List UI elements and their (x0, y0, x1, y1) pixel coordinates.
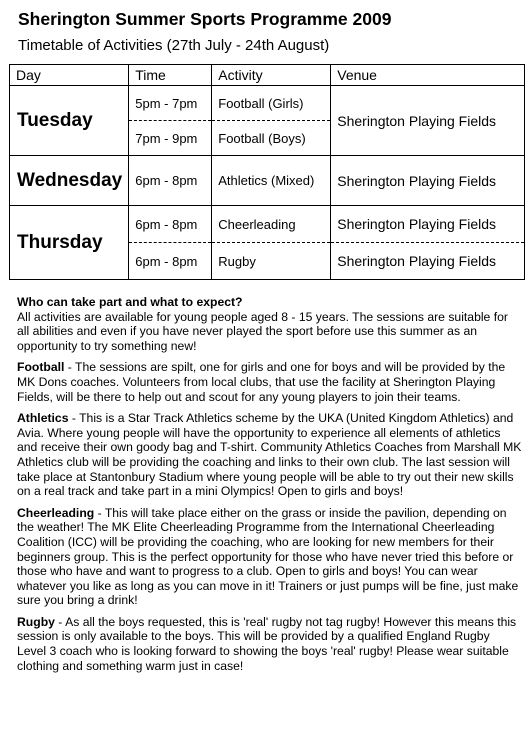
section-heading: Cheerleading (17, 505, 95, 520)
activity-cell: Cheerleading (212, 206, 331, 243)
activity-cell: Athletics (Mixed) (212, 156, 331, 206)
table-row-wednesday (10, 156, 525, 206)
section-heading: Athletics (17, 411, 69, 426)
section-text: All activities are available for young people aged 8 - 15 years. The sessions are suitable for all abilities and even if you have never played the sport before use this summer as an opportunity to try something new! (17, 309, 508, 353)
venue-cell: Sherington Playing Fields (331, 206, 525, 243)
time-cell: 6pm - 8pm (129, 206, 212, 243)
header-time: Time (129, 65, 212, 86)
header-venue: Venue (331, 65, 525, 86)
section-heading: Football (17, 360, 65, 375)
activity-cell: Football (Boys) (212, 121, 331, 156)
day-thursday: Thursday (10, 206, 129, 280)
document-title: Sherington Summer Sports Programme 2009 (18, 9, 392, 29)
header-activity: Activity (212, 65, 331, 86)
section-cheerleading (17, 506, 522, 608)
document-subtitle: Timetable of Activities (27th July - 24th August) (18, 37, 330, 54)
time-cell: 7pm - 9pm (129, 121, 212, 156)
header-day: Day (10, 65, 129, 86)
table-row-thursday-1 (10, 206, 525, 243)
section-heading: Rugby (17, 614, 55, 629)
venue-cell: Sherington Playing Fields (331, 86, 525, 156)
description-body (17, 295, 522, 680)
section-football (17, 360, 522, 404)
section-athletics (17, 411, 522, 499)
venue-cell: Sherington Playing Fields (331, 243, 525, 280)
section-text: - This is a Star Track Athletics scheme by the UKA (United Kingdom Athletics) and Avia. Where young people will have the opportunity to experience all elements of athletics and receive their own goody bag and T-shirt. Community Athletics Coaches from Marshall MK Athletics club will be providing the coaching and links to their own club. The last session will take place at Stantonbury Stadium where young people will be able to try out their new skills on a real track and take part in a mini Olympics! Open to girls and boys! (17, 411, 522, 499)
day-tuesday: Tuesday (10, 86, 129, 156)
venue-cell: Sherington Playing Fields (331, 156, 525, 206)
day-wednesday: Wednesday (10, 156, 129, 206)
section-rugby (17, 615, 522, 673)
time-cell: 6pm - 8pm (129, 243, 212, 280)
activity-cell: Rugby (212, 243, 331, 280)
time-cell: 6pm - 8pm (129, 156, 212, 206)
section-intro (17, 295, 522, 353)
activity-cell: Football (Girls) (212, 86, 331, 121)
timetable-header-row (10, 65, 525, 86)
section-text: - The sessions are spilt, one for girls and one for boys and will be provided by the MK Dons coaches. Volunteers from local clubs, that use the facility at Sherington Playing Fields, will be there to help out and scout for any young players to join their teams. (17, 360, 506, 404)
timetable (9, 64, 525, 280)
section-heading: Who can take part and what to expect? (17, 295, 243, 309)
table-row-tuesday-1 (10, 86, 525, 121)
time-cell: 5pm - 7pm (129, 86, 212, 121)
section-text: - This will take place either on the grass or inside the pavilion, depending on the weather! The MK Elite Cheerleading Programme from the International Cheerleading Coalition (ICC) will be providing the coaching, who are looking for new members for their beginners group. This is the perfect opportunity for those who have never tried this before or those who have and want to progress to a club. Open to girls and boys! You can wear whatever you like as long as you can move in it! Trainers or just pumps will be fine, just make sure you bring a drink! (17, 505, 519, 608)
section-text: - As all the boys requested, this is 'real' rugby not tag rugby! However this means this session is only available to the boys. This will be provided by a qualified England Rugby Level 3 coach who is looking forward to showing the boys 'real' rugby! Please wear suitable clothing and something warm just in case! (17, 614, 517, 673)
